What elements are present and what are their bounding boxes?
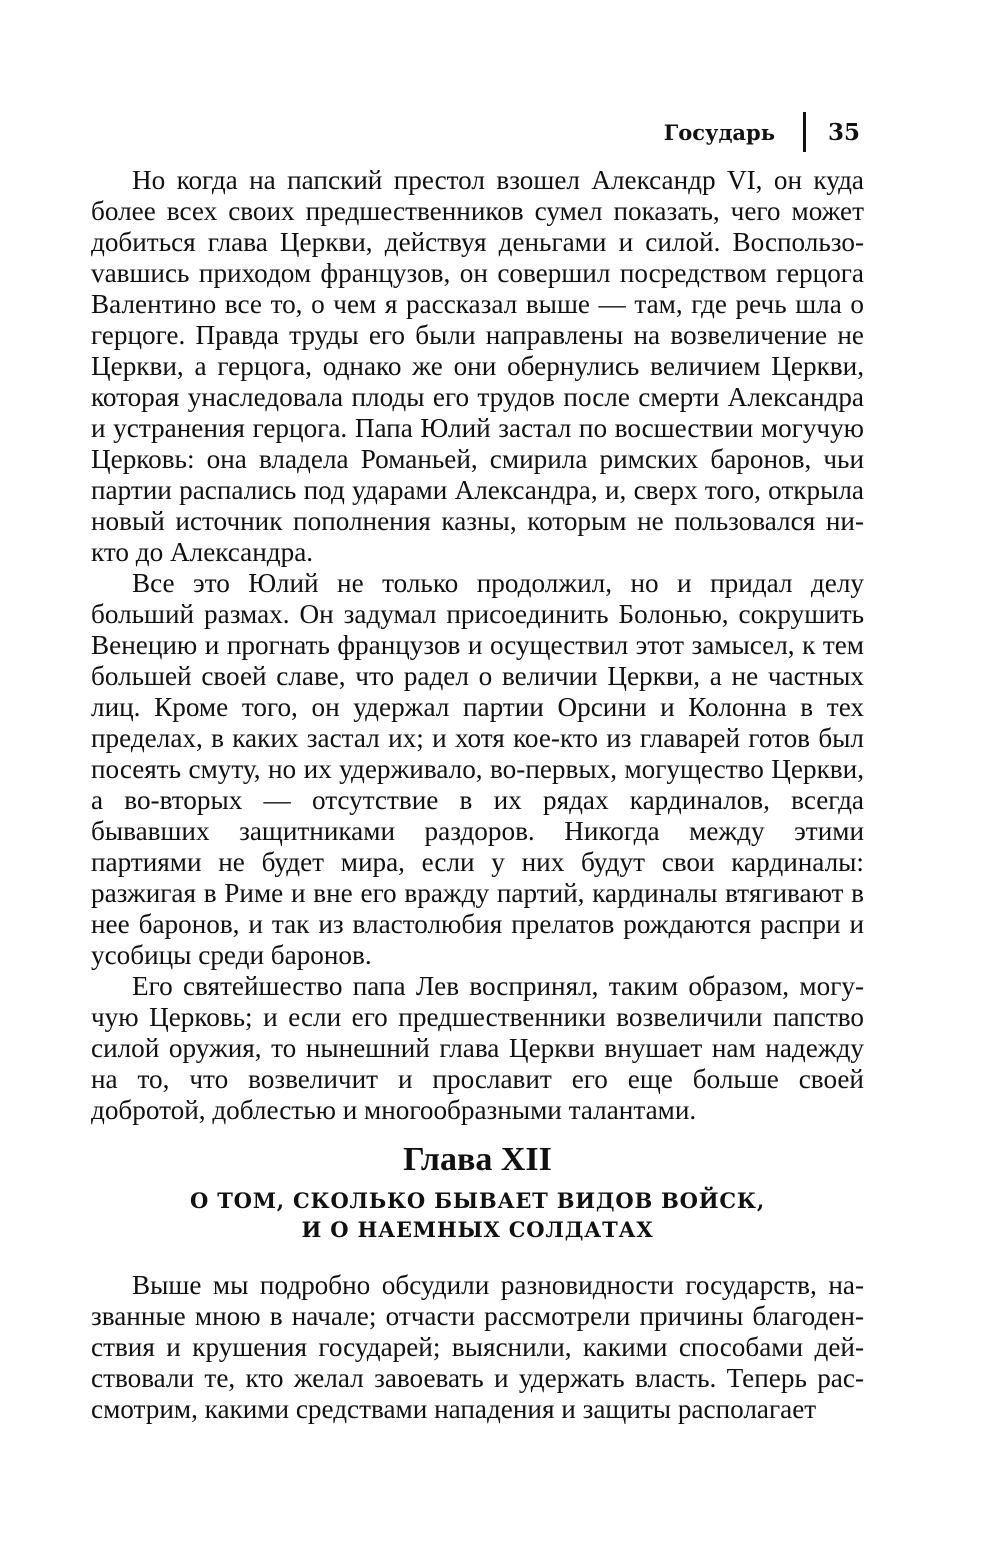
paragraph: Выше мы подробно обсудили разновидности государств, названные мною в начале; отчасти рассмотрели причины благоденствия и крушения государей; выяснили, какими способами действовали те, кто желал завоевать и удержать власть. Теперь рассмотрим, какими средствами нападения и защиты располагает [91,1270,864,1424]
body-text-section-1 [91,165,864,1126]
chapter-subtitle [91,1186,864,1244]
paragraph: Все это Юлий не только продолжил, но и придал делу больший размах. Он задумал присоединить Болонью, сокрушить Венецию и прогнать французов и осуществил этот замысел, к тем большей своей славе, что радел о величии Церкви, а не частных лиц. Кроме того, он удержал партии Орсини и Колонна в тех пределах, в каких застал их; и хотя кое-кто из главарей готов был посеять смуту, но их удерживало, во-первых, могущество Церкви, а во-вторых — отсутствие в их рядах кардиналов, всегда бывавших защитниками раздоров. Никогда между этими партиями не будет мира, если у них будут свои кардиналы: разжигая в Риме и вне его вражду партий, кардиналы втягивают в нее баронов, и так из властолюбия прелатов рождаются распри и усобицы среди баронов. [91,568,864,970]
page-number: 35 [827,118,860,146]
chapter-subtitle-line: О ТОМ, СКОЛЬКО БЫВАЕТ ВИДОВ ВОЙСК, [190,1188,765,1213]
paragraph: Его святейшество папа Лев воспринял, таким образом, могучую Церковь; и если его предшественники возвеличили папство силой оружия, то нынешний глава Церкви внушает нам надежду на то, что возвеличит и прославит его еще больше своей добротой, доблестью и многообразными талантами. [91,971,864,1125]
chapter-title: Глава XII [403,1141,552,1178]
running-head [664,112,860,152]
paragraph: Но когда на папский престол взошел Александр VI, он куда более всех своих предшественников сумел показать, чего может добиться глава Церкви, действуя деньгами и силой. Воспользоvавшись приходом французов, он совершил посредством герцога Валентино все то, о чем я рассказал выше — там, где речь шла о герцоге. Правда труды его были направлены на возвеличение не Церкви, а герцога, однако же они обернулись величием Церкви, которая унаследовала плоды его трудов после смерти Александра и устранения герцога. Папа Юлий застал по восшествии могучую Церковь: она владела Романьей, смирила римских баронов, чьи партии распались под ударами Александра, и, сверх того, открыла новый источник пополнения казны, которым не пользовался никто до Александра. [91,165,864,567]
body-text-section-2 [91,1270,864,1425]
chapter-subtitle-line: И О НАЕМНЫХ СОЛДАТАХ [301,1217,654,1242]
running-head-divider [803,112,806,152]
running-head-title: Государь [663,119,775,145]
